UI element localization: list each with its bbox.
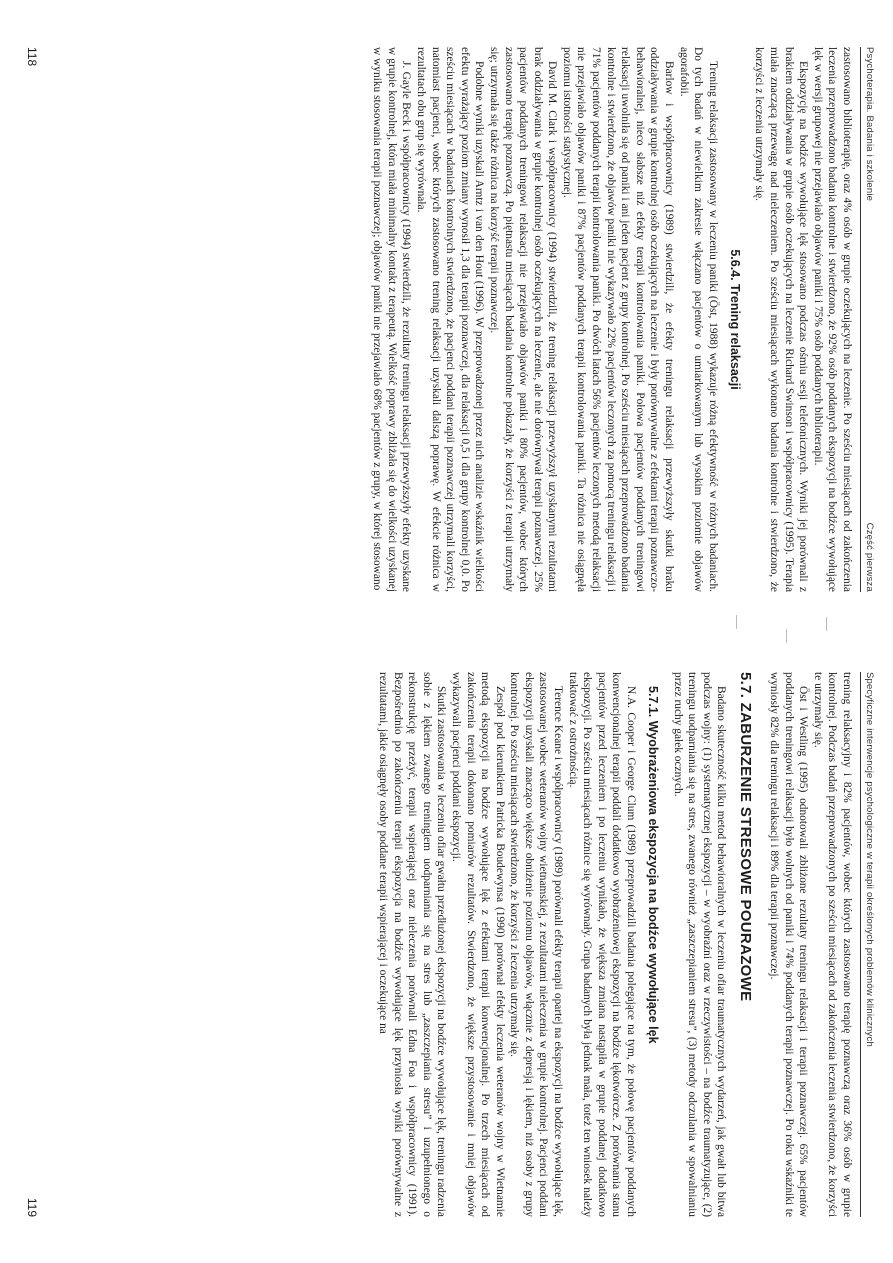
paragraph: Badano skuteczność kilku metod behawioralnych w leczeniu ofiar traumatycznych wydarzeń, jak gwałt lub bitwa podczas wojny: (1) systematycznej ekspozycji – w wyobraźni oraz w rzeczywistości – na bodźce traumatyzujące, (2) treningu uodparniania się na stres, zwanego również „zaszczepianiem stresu”, (3) metody odczulania w spowalnianiu przez ruchy gałek ocznych. (671, 671, 727, 1217)
open-book-spread (7, 7, 887, 1257)
header-chapter-title: Specyficzne interwencje psychologiczne w terapii określonych problemów klinicznych (863, 671, 875, 1047)
paragraph: zastosowano biblioterapię, oraz 4% osób w grupie oczekujących na leczenie. Po sześciu miesiącach od zakończenia leczenia przeprowadzono badania kontrolne i stwierdzono, że 92% osób poddanych ekspozycji na bodźce wywołujące lęk w wersji grupowej nie przejawiało objawów paniki i 75% osób poddanych biblioterapii. (811, 46, 853, 592)
chapter-heading: 5.7. ZABURZENIE STRESOWE POURAZOWE (736, 671, 754, 1001)
header-book-title: Psychoterapia. Badania i szkolenie (863, 46, 875, 201)
paragraph: Zespół pod kierunkiem Patricka Boudewynsa (1990) porównał efekty leczenia weteranów wojny w Wietnamie metodą ekspozycji na bodźce wywołujące lęk z efektami terapii konwencjonalnej. Po trzech miesiącach od zakończenia terapii dokonano pomiarów rezultatów. Stwierdzono, że większe przystosowanie i mniej objawów wykazywali pacjenci poddani ekspozycji. (449, 671, 506, 1217)
section-heading: 5.6.4. Trening relaksacji (727, 248, 742, 390)
paragraph: Skutki zastosowania w leczeniu ofiar gwałtu przedłużonej ekspozycji na bodźce wywołujące lęk, treningu radzenia sobie z lękiem zwanego treningiem uodparniania się na stres lub „zaszczepiania stresu” i uzupełnionego o rekonstrukcję przeżyć, terapii wspierającej oraz nieleczenia porównali Edna Foa i współpracownicy (1991). Bezpośrednio po zakończeniu terapii ekspozycja na bodźce wywołujące lęk przyniosła wyniki porównywalne z rezultatami, jakie osiągnęły osoby poddane terapii wspierającej i oczekujące na (376, 671, 447, 1217)
running-header (860, 672, 875, 1217)
paragraph: Öst i Westling (1995) odnotowali zbliżone rezultaty treningu relaksacji i terapii poznawczej. 65% pacjentów poddanych treningowi relaksacji było wolnych od paniki i 74% poddanych terapii poznawczej. Po roku wskaźniki te wyniosły 82% dla treningu relaksacji i 89% dla terapii poznawczej. (767, 671, 809, 1217)
subsection-heading: 5.7.1. Wyobrażeniowa ekspozycja na bodźce wywołujące lęk (645, 685, 660, 1044)
page-number: 118 (24, 46, 39, 66)
paragraph: trening relaksacyjny i 82% pacjentów, wobec których zastosowano terapię poznawczą oraz 36% osób w grupie kontrolnej. Podczas badań przeprowadzonych po sześciu miesiącach od zakończenia leczenia stwierdzono, że korzyści te utrzymały się. (811, 671, 853, 1217)
paragraph: Podobne wyniki uzyskali Arntz i van den Hout (1996). W przeprowadzonej przez nich analizie wskaźnik wielkości efektu wyrażający poziom zmiany wynosił 1,3 dla terapii poznawczej, dla relaksacji 0,5 i dla grupy kontrolnej 0,0. Po sześciu miesiącach w badaniach kontrolnych stwierdzono, że pacjenci poddani terapii poznawczej utrzymali korzyści, natomiast pacjenci, wobec których zastosowano trening relaksacji uzyskali dalszą poprawę. W efekcie różnica w rezultatach obu grup się wyrównała. (414, 46, 485, 592)
paragraph: Ekspozycję na bodźce wywołujące lęk stosowano podczas ośmiu sesji telefonicznych. Wyniki jej porównali z brakiem oddziaływania w grupie osób oczekujących na leczenie Richard Swinson i współpracownicy (1995). Terapia miała znaczącą przewagę nad nieleczeniem. Po sześciu miesiącach wykonano badania kontrolne i stwierdzono, że korzyści z leczenia utrzymały się. (752, 46, 809, 592)
left-page (25, 47, 875, 592)
right-page-body (375, 672, 854, 1217)
paragraph: Terence Keane i współpracownicy (1989) porównali efekty terapii opartej na ekspozycji na bodźce wywołujące lęk, zastosowanej wobec weteranów wojny wietnamskiej, z rezultatami nieleczenia w grupie kontrolnej. Pacjenci poddani ekspozycji uzyskali znacząco większe obniżenie poziomu objawów, włącznie z depresją i lękiem, niż osoby z grupy kontrolnej. Po sześciu miesiącach stwierdzono, że korzyści z leczenia utrzymały się. (507, 671, 564, 1217)
paragraph: N.A. Cooper i George Clum (1989) przeprowadzili badania polegające na tym, że połowę pacjentów poddanych konwencjonalnej terapii poddali dodatkowo wyobrażeniowej ekspozycji na bodźce lękotwórcze. Z porównania stanu pacjentów przed leczeniem i po leczeniu wynikało, że większa zmiana nastąpiła w grupie poddanej dodatkowo ekspozycji. Po sześciu miesiącach różnice się wyrównały. Grupa badanych była jednak mała, toteż ten wniosek należy traktować z ostrożnością. (566, 671, 637, 1217)
header-part-title: Część pierwsza (863, 522, 875, 592)
paragraph: J. Gayle Beck i współpracownicy (1994) stwierdzili, że rezultaty treningu relaksacji przewyższyły efekty uzyskane w grupie kontrolnej, która miała minimalny kontakt z terapeutą. Wielkość poprawy zbliżała się do wielkości uzyskanej w wyniku stosowania terapii poznawczej; objawów paniki nie przejawiało 68% pacjentów z grupy, w której stosowano (370, 46, 412, 592)
running-header (860, 47, 875, 592)
left-page-body (369, 47, 853, 592)
paragraph: David M. Clark i współpracownicy (1994) stwierdzili, że trening relaksacji przewyższył uzyskanymi rezultatami brak oddziaływania w grupie kontrolnej osób oczekujących na leczenie, ale nie dorównywał terapii poznawczej. 25% pacjentów poddanych treningowi relaksacji nie przejawiało objawów paniki i 80% pacjentów, wobec których zastosowano terapię poznawczą. Po piętnastu miesiącach badania kontrolne pokazały, że korzyści z terapii utrzymały się; utrzymała się także różnica na korzyść terapii poznawczej. (487, 46, 558, 592)
paragraph: Barlow i współpracownicy (1989) stwierdzili, że efekty treningu relaksacji przewyższyły skutki braku oddziaływania w grupie kontrolnej osób oczekujących na leczenie i były porównywalne z efektami terapii poznawczo-behawioralnej, nieco słabsze niż efekty terapii kontrolowania paniki. Połowa pacjentów poddanych treningowi relaksacji uwolniła się od paniki i ani jeden pacjent z grupy kontrolnej. Po sześciu miesiącach przeprowadzono badania kontrolne i stwierdzono, że objawów paniki nie wykazywało 22% pacjentów leczonych za pomocą treningu relaksacji i 71% pacjentów poddanych terapii kontrolowania paniki. Po dwóch latach 56% pacjentów leczonych metodą relaksacji nie przejawiało objawów paniki i 87% pacjentów poddanych terapii kontrolowania paniki. Ta różnica nie osiągnęła poziomu istotności statystycznej. (560, 46, 675, 592)
right-page (25, 672, 875, 1217)
page-number: 119 (24, 1197, 39, 1217)
book-gutter (67, 607, 847, 657)
paragraph: Trening relaksacji zastosowany w leczeniu paniki (Öst, 1988) wykazuje różną efektywność w różnych badaniach. Do tych badań w niewielkim zakresie włączano pacjentów o umiarkowanym lub wysokim poziomie objawów agorafobii. (677, 46, 719, 592)
